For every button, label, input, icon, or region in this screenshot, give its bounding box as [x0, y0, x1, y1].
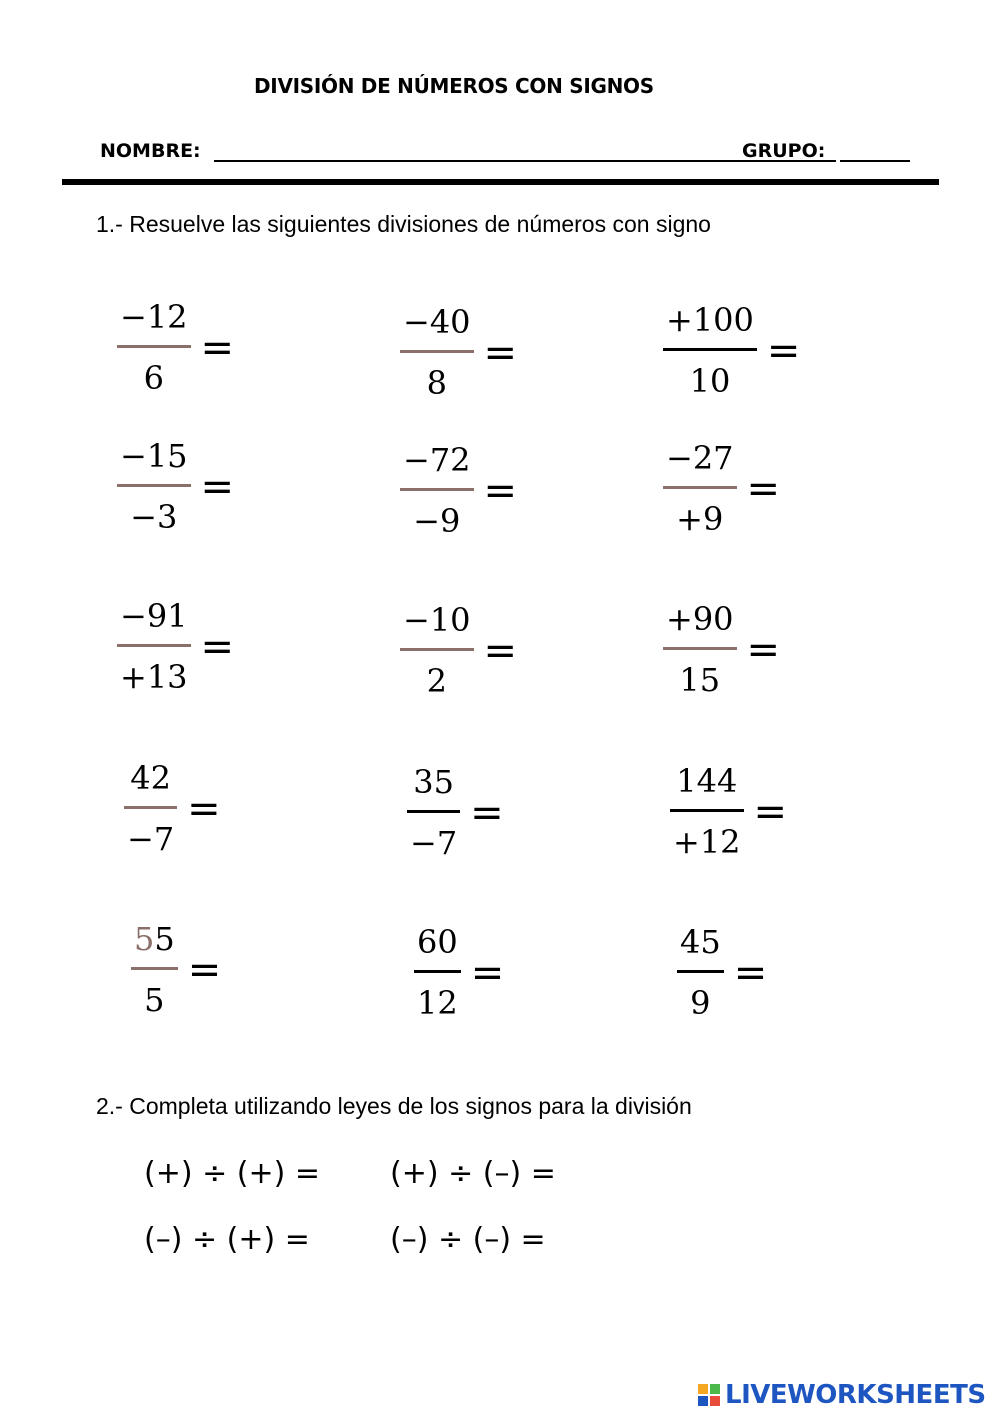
numerator: 45: [680, 923, 721, 961]
logo-square-red: [710, 1396, 720, 1406]
numerator: −10: [403, 601, 471, 639]
denominator: 12: [417, 984, 458, 1022]
equals-sign: =: [483, 627, 518, 674]
equals-sign: =: [200, 324, 235, 371]
logo-square-green: [710, 1384, 720, 1394]
numerator: −27: [666, 439, 734, 477]
numerator: −40: [403, 303, 471, 341]
fraction-bar: [117, 484, 191, 487]
fraction-bar: [663, 647, 737, 650]
numerator: +100: [666, 301, 754, 339]
denominator: 5: [144, 981, 165, 1019]
equals-sign: =: [746, 626, 781, 673]
sign-law-4[interactable]: (–) ÷ (–) =: [390, 1222, 546, 1257]
fraction-bar: [400, 488, 474, 491]
equals-sign: =: [753, 788, 788, 835]
logo-text: LIVEWORKSHEETS: [725, 1380, 986, 1410]
problem-4[interactable]: [117, 437, 235, 536]
numerator: −15: [120, 437, 188, 475]
equals-sign: =: [187, 946, 222, 993]
equals-sign: =: [483, 467, 518, 514]
problem-9[interactable]: [663, 600, 781, 699]
problem-3[interactable]: [663, 301, 801, 400]
problem-7[interactable]: [117, 597, 235, 696]
equals-sign: =: [470, 949, 505, 996]
logo-square-blue: [698, 1396, 708, 1406]
problem-5[interactable]: [400, 441, 518, 540]
fraction-bar: [124, 806, 177, 809]
group-label: GRUPO:: [742, 140, 826, 162]
numerator: [131, 920, 178, 958]
fraction-bar: [117, 644, 191, 647]
equals-sign: =: [200, 463, 235, 510]
fraction-bar: [663, 486, 737, 489]
denominator: 9: [690, 984, 711, 1022]
problem-8[interactable]: [400, 601, 518, 700]
fraction-bar: [677, 970, 724, 973]
denominator: 10: [689, 362, 731, 400]
denominator: +13: [120, 658, 188, 696]
fraction-bar: [414, 970, 461, 973]
fraction-bar: [117, 345, 191, 348]
name-group-row: [100, 140, 910, 166]
sign-law-3[interactable]: (–) ÷ (+) =: [144, 1222, 310, 1257]
problem-2[interactable]: [400, 303, 518, 402]
denominator: −9: [413, 502, 461, 540]
numerator: −12: [120, 298, 188, 336]
numerator: −91: [120, 597, 188, 635]
problem-15[interactable]: [677, 923, 768, 1022]
equals-sign: =: [187, 785, 221, 832]
denominator: 2: [426, 662, 447, 700]
denominator: −7: [127, 820, 175, 858]
sign-law-2[interactable]: (+) ÷ (–) =: [390, 1156, 556, 1191]
fraction-bar: [407, 810, 460, 813]
denominator: +12: [673, 823, 741, 861]
fraction-bar: [400, 350, 474, 353]
numerator: −72: [403, 441, 471, 479]
equals-sign: =: [200, 623, 235, 670]
fraction-bar: [670, 809, 744, 812]
section2-instruction: 2.- Completa utilizando leyes de los signos para la división: [96, 1093, 692, 1119]
denominator: 8: [426, 364, 447, 402]
equals-sign: =: [483, 329, 518, 376]
denominator: 6: [143, 359, 164, 397]
group-field-line[interactable]: [840, 160, 910, 162]
page-title: DIVISIÓN DE NÚMEROS CON SIGNOS: [254, 74, 654, 98]
denominator: 15: [679, 661, 721, 699]
numerator-digit: 5: [154, 920, 175, 958]
header-divider: [62, 179, 939, 185]
problem-12[interactable]: [670, 762, 788, 861]
fraction-bar: [131, 967, 178, 970]
liveworksheets-logo: [698, 1378, 986, 1412]
fraction-bar: [663, 348, 757, 351]
numerator-digit-brown: 5: [134, 920, 155, 958]
problem-14[interactable]: [414, 923, 505, 1022]
denominator: +9: [676, 500, 724, 538]
problem-11[interactable]: [407, 763, 504, 862]
fraction-bar: [400, 648, 474, 651]
equals-sign: =: [470, 789, 504, 836]
problem-13[interactable]: [131, 920, 222, 1019]
sign-law-1[interactable]: (+) ÷ (+) =: [144, 1156, 320, 1191]
denominator: −7: [410, 824, 458, 862]
numerator: 42: [130, 759, 171, 797]
section1-instruction: 1.- Resuelve las siguientes divisiones de números con signo: [96, 211, 711, 237]
numerator: 144: [676, 762, 738, 800]
equals-sign: =: [746, 465, 781, 512]
name-label: NOMBRE:: [100, 140, 201, 162]
numerator: 60: [417, 923, 458, 961]
numerator: 35: [413, 763, 454, 801]
problem-1[interactable]: [117, 298, 235, 397]
logo-icon: [698, 1384, 720, 1406]
denominator: −3: [130, 498, 178, 536]
equals-sign: =: [766, 327, 801, 374]
logo-square-orange: [698, 1384, 708, 1394]
numerator: +90: [666, 600, 734, 638]
problem-6[interactable]: [663, 439, 781, 538]
problem-10[interactable]: [124, 759, 221, 858]
equals-sign: =: [733, 949, 768, 996]
